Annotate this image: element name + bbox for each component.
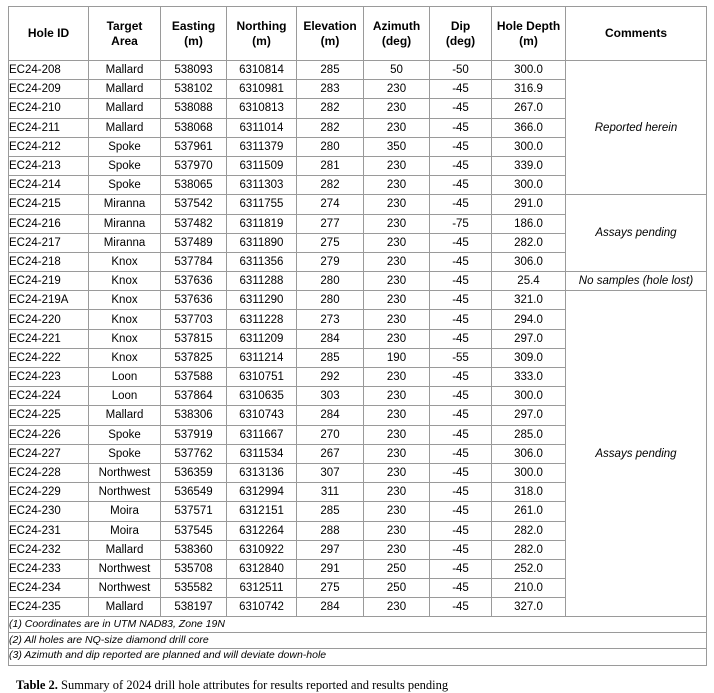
hole-id-cell: EC24-220 <box>9 310 89 329</box>
azimuth-cell: 230 <box>364 406 430 425</box>
target-area-cell: Mallard <box>89 406 161 425</box>
target-area-cell: Spoke <box>89 176 161 195</box>
dip-cell: -45 <box>430 540 492 559</box>
header-line: Dip <box>450 18 471 33</box>
dip-cell: -45 <box>430 463 492 482</box>
hole-depth-cell: 267.0 <box>492 99 566 118</box>
northing-cell: 6311379 <box>227 137 297 156</box>
hole-depth-cell: 306.0 <box>492 252 566 271</box>
hole-id-cell: EC24-235 <box>9 598 89 617</box>
northing-cell: 6310813 <box>227 99 297 118</box>
azimuth-cell: 230 <box>364 463 430 482</box>
hole-depth-cell: 282.0 <box>492 521 566 540</box>
easting-cell: 538068 <box>161 118 227 137</box>
hole-id-cell: EC24-229 <box>9 483 89 502</box>
northing-cell: 6311890 <box>227 233 297 252</box>
dip-cell: -45 <box>430 425 492 444</box>
target-area-cell: Knox <box>89 291 161 310</box>
hole-depth-cell: 300.0 <box>492 463 566 482</box>
azimuth-cell: 350 <box>364 137 430 156</box>
column-header-elevation <box>297 7 364 61</box>
easting-cell: 536359 <box>161 463 227 482</box>
elevation-cell: 280 <box>297 291 364 310</box>
hole-id-cell: EC24-208 <box>9 61 89 80</box>
hole-id-cell: EC24-226 <box>9 425 89 444</box>
northing-cell: 6311356 <box>227 252 297 271</box>
easting-cell: 537542 <box>161 195 227 214</box>
azimuth-cell: 230 <box>364 176 430 195</box>
header-line: Target <box>106 18 143 33</box>
northing-cell: 6310981 <box>227 80 297 99</box>
northing-cell: 6313136 <box>227 463 297 482</box>
hole-id-cell: EC24-211 <box>9 118 89 137</box>
easting-cell: 537864 <box>161 387 227 406</box>
hole-id-cell: EC24-233 <box>9 559 89 578</box>
hole-id-cell: EC24-224 <box>9 387 89 406</box>
column-header-comments <box>566 7 707 61</box>
caption-label: Table 2. <box>16 678 58 693</box>
hole-id-cell: EC24-219A <box>9 291 89 310</box>
dip-cell: -75 <box>430 214 492 233</box>
elevation-cell: 284 <box>297 406 364 425</box>
hole-id-cell: EC24-212 <box>9 137 89 156</box>
hole-id-cell: EC24-221 <box>9 329 89 348</box>
elevation-cell: 291 <box>297 559 364 578</box>
hole-id-cell: EC24-227 <box>9 444 89 463</box>
northing-cell: 6311667 <box>227 425 297 444</box>
northing-cell: 6312994 <box>227 483 297 502</box>
hole-depth-cell: 316.9 <box>492 80 566 99</box>
dip-cell: -45 <box>430 521 492 540</box>
easting-cell: 538197 <box>161 598 227 617</box>
hole-depth-cell: 327.0 <box>492 598 566 617</box>
easting-cell: 537571 <box>161 502 227 521</box>
target-area-cell: Mallard <box>89 540 161 559</box>
northing-cell: 6311509 <box>227 156 297 175</box>
easting-cell: 535708 <box>161 559 227 578</box>
header-line: Easting <box>171 18 216 33</box>
northing-cell: 6311755 <box>227 195 297 214</box>
hole-depth-cell: 282.0 <box>492 233 566 252</box>
hole-depth-cell: 285.0 <box>492 425 566 444</box>
elevation-cell: 277 <box>297 214 364 233</box>
dip-cell: -45 <box>430 387 492 406</box>
azimuth-cell: 230 <box>364 80 430 99</box>
hole-id-cell: EC24-230 <box>9 502 89 521</box>
hole-id-cell: EC24-222 <box>9 348 89 367</box>
elevation-cell: 284 <box>297 598 364 617</box>
azimuth-cell: 230 <box>364 444 430 463</box>
northing-cell: 6310743 <box>227 406 297 425</box>
azimuth-cell: 230 <box>364 214 430 233</box>
elevation-cell: 283 <box>297 80 364 99</box>
column-header-hole-id <box>9 7 89 61</box>
target-area-cell: Spoke <box>89 156 161 175</box>
azimuth-cell: 230 <box>364 272 430 291</box>
dip-cell: -45 <box>430 502 492 521</box>
table-body <box>9 61 707 617</box>
dip-cell: -45 <box>430 310 492 329</box>
hole-id-cell: EC24-223 <box>9 368 89 387</box>
elevation-cell: 280 <box>297 272 364 291</box>
northing-cell: 6311819 <box>227 214 297 233</box>
hole-id-cell: EC24-214 <box>9 176 89 195</box>
header-line: Northing <box>236 18 287 33</box>
dip-cell: -45 <box>430 80 492 99</box>
northing-cell: 6310814 <box>227 61 297 80</box>
azimuth-cell: 230 <box>364 540 430 559</box>
northing-cell: 6310742 <box>227 598 297 617</box>
elevation-cell: 281 <box>297 156 364 175</box>
azimuth-cell: 230 <box>364 156 430 175</box>
table-row <box>9 61 707 80</box>
azimuth-cell: 230 <box>364 291 430 310</box>
target-area-cell: Mallard <box>89 598 161 617</box>
hole-depth-cell: 306.0 <box>492 444 566 463</box>
northing-cell: 6311228 <box>227 310 297 329</box>
hole-depth-cell: 339.0 <box>492 156 566 175</box>
table-header <box>9 7 707 61</box>
easting-cell: 536549 <box>161 483 227 502</box>
target-area-cell: Mallard <box>89 99 161 118</box>
azimuth-cell: 230 <box>364 521 430 540</box>
dip-cell: -45 <box>430 598 492 617</box>
header-line: (m) <box>184 33 203 48</box>
header-line: (deg) <box>381 33 412 48</box>
hole-depth-cell: 294.0 <box>492 310 566 329</box>
dip-cell: -45 <box>430 559 492 578</box>
header-line: Area <box>111 33 138 48</box>
target-area-cell: Miranna <box>89 233 161 252</box>
azimuth-cell: 230 <box>364 368 430 387</box>
table-row <box>9 272 707 291</box>
elevation-cell: 285 <box>297 61 364 80</box>
column-header-dip <box>430 7 492 61</box>
dip-cell: -45 <box>430 176 492 195</box>
dip-cell: -45 <box>430 579 492 598</box>
azimuth-cell: 230 <box>364 598 430 617</box>
header-line: Elevation <box>303 18 357 33</box>
elevation-cell: 282 <box>297 176 364 195</box>
hole-id-cell: EC24-209 <box>9 80 89 99</box>
azimuth-cell: 250 <box>364 579 430 598</box>
elevation-cell: 275 <box>297 233 364 252</box>
dip-cell: -45 <box>430 233 492 252</box>
hole-depth-cell: 261.0 <box>492 502 566 521</box>
elevation-cell: 307 <box>297 463 364 482</box>
elevation-cell: 284 <box>297 329 364 348</box>
dip-cell: -45 <box>430 291 492 310</box>
azimuth-cell: 230 <box>364 483 430 502</box>
footnote-row <box>9 617 707 633</box>
target-area-cell: Spoke <box>89 137 161 156</box>
column-header-easting <box>161 7 227 61</box>
footnote-row <box>9 633 707 649</box>
azimuth-cell: 230 <box>364 118 430 137</box>
northing-cell: 6312264 <box>227 521 297 540</box>
footnote-1: (1) Coordinates are in UTM NAD83, Zone 19N <box>9 617 707 633</box>
dip-cell: -45 <box>430 368 492 387</box>
column-header-hole-depth <box>492 7 566 61</box>
target-area-cell: Loon <box>89 368 161 387</box>
dip-cell: -45 <box>430 483 492 502</box>
target-area-cell: Spoke <box>89 444 161 463</box>
elevation-cell: 275 <box>297 579 364 598</box>
azimuth-cell: 230 <box>364 425 430 444</box>
easting-cell: 538088 <box>161 99 227 118</box>
column-header-azimuth <box>364 7 430 61</box>
elevation-cell: 285 <box>297 502 364 521</box>
elevation-cell: 288 <box>297 521 364 540</box>
drill-hole-table <box>8 6 707 666</box>
azimuth-cell: 230 <box>364 310 430 329</box>
target-area-cell: Northwest <box>89 559 161 578</box>
column-header-target-area <box>89 7 161 61</box>
northing-cell: 6311214 <box>227 348 297 367</box>
hole-id-cell: EC24-213 <box>9 156 89 175</box>
easting-cell: 538065 <box>161 176 227 195</box>
hole-depth-cell: 291.0 <box>492 195 566 214</box>
hole-id-cell: EC24-219 <box>9 272 89 291</box>
elevation-cell: 270 <box>297 425 364 444</box>
hole-id-cell: EC24-225 <box>9 406 89 425</box>
target-area-cell: Spoke <box>89 425 161 444</box>
easting-cell: 538306 <box>161 406 227 425</box>
comment-cell: No samples (hole lost) <box>566 272 707 291</box>
target-area-cell: Miranna <box>89 195 161 214</box>
azimuth-cell: 230 <box>364 233 430 252</box>
hole-depth-cell: 25.4 <box>492 272 566 291</box>
target-area-cell: Knox <box>89 310 161 329</box>
hole-depth-cell: 321.0 <box>492 291 566 310</box>
northing-cell: 6311303 <box>227 176 297 195</box>
target-area-cell: Northwest <box>89 483 161 502</box>
azimuth-cell: 50 <box>364 61 430 80</box>
azimuth-cell: 230 <box>364 387 430 406</box>
easting-cell: 537482 <box>161 214 227 233</box>
dip-cell: -45 <box>430 137 492 156</box>
header-line: Hole Depth <box>496 18 561 33</box>
northing-cell: 6311534 <box>227 444 297 463</box>
northing-cell: 6311288 <box>227 272 297 291</box>
hole-depth-cell: 297.0 <box>492 406 566 425</box>
footnote-2: (2) All holes are NQ-size diamond drill core <box>9 633 707 649</box>
easting-cell: 535582 <box>161 579 227 598</box>
header-line: Azimuth <box>372 18 421 33</box>
comment-cell: Assays pending <box>566 291 707 617</box>
dip-cell: -45 <box>430 406 492 425</box>
northing-cell: 6312151 <box>227 502 297 521</box>
elevation-cell: 297 <box>297 540 364 559</box>
target-area-cell: Knox <box>89 252 161 271</box>
comment-cell: Assays pending <box>566 195 707 272</box>
dip-cell: -45 <box>430 329 492 348</box>
hole-id-cell: EC24-228 <box>9 463 89 482</box>
target-area-cell: Knox <box>89 272 161 291</box>
hole-depth-cell: 366.0 <box>492 118 566 137</box>
dip-cell: -45 <box>430 118 492 137</box>
table-caption <box>16 678 706 693</box>
hole-depth-cell: 210.0 <box>492 579 566 598</box>
easting-cell: 537636 <box>161 291 227 310</box>
easting-cell: 537919 <box>161 425 227 444</box>
elevation-cell: 267 <box>297 444 364 463</box>
target-area-cell: Moira <box>89 521 161 540</box>
northing-cell: 6310635 <box>227 387 297 406</box>
footnote-row <box>9 649 707 666</box>
target-area-cell: Knox <box>89 329 161 348</box>
elevation-cell: 285 <box>297 348 364 367</box>
easting-cell: 537961 <box>161 137 227 156</box>
azimuth-cell: 230 <box>364 329 430 348</box>
hole-depth-cell: 282.0 <box>492 540 566 559</box>
azimuth-cell: 230 <box>364 195 430 214</box>
hole-depth-cell: 300.0 <box>492 387 566 406</box>
elevation-cell: 279 <box>297 252 364 271</box>
header-line: (deg) <box>445 33 476 48</box>
hole-id-cell: EC24-218 <box>9 252 89 271</box>
azimuth-cell: 230 <box>364 252 430 271</box>
elevation-cell: 280 <box>297 137 364 156</box>
easting-cell: 538360 <box>161 540 227 559</box>
hole-id-cell: EC24-215 <box>9 195 89 214</box>
hole-id-cell: EC24-232 <box>9 540 89 559</box>
easting-cell: 537588 <box>161 368 227 387</box>
hole-depth-cell: 252.0 <box>492 559 566 578</box>
dip-cell: -45 <box>430 99 492 118</box>
dip-cell: -45 <box>430 195 492 214</box>
hole-id-cell: EC24-210 <box>9 99 89 118</box>
northing-cell: 6312840 <box>227 559 297 578</box>
easting-cell: 537815 <box>161 329 227 348</box>
header-line: (m) <box>252 33 271 48</box>
header-line: Hole ID <box>27 26 70 41</box>
dip-cell: -55 <box>430 348 492 367</box>
target-area-cell: Mallard <box>89 80 161 99</box>
caption-text: Summary of 2024 drill hole attributes for results reported and results pending <box>57 678 449 693</box>
hole-depth-cell: 297.0 <box>492 329 566 348</box>
column-header-northing <box>227 7 297 61</box>
northing-cell: 6311209 <box>227 329 297 348</box>
easting-cell: 538093 <box>161 61 227 80</box>
easting-cell: 537489 <box>161 233 227 252</box>
azimuth-cell: 230 <box>364 502 430 521</box>
table-row <box>9 291 707 310</box>
northing-cell: 6311014 <box>227 118 297 137</box>
hole-depth-cell: 186.0 <box>492 214 566 233</box>
dip-cell: -45 <box>430 252 492 271</box>
hole-depth-cell: 300.0 <box>492 61 566 80</box>
northing-cell: 6310751 <box>227 368 297 387</box>
target-area-cell: Moira <box>89 502 161 521</box>
dip-cell: -45 <box>430 156 492 175</box>
elevation-cell: 311 <box>297 483 364 502</box>
hole-depth-cell: 300.0 <box>492 137 566 156</box>
target-area-cell: Knox <box>89 348 161 367</box>
northing-cell: 6312511 <box>227 579 297 598</box>
target-area-cell: Loon <box>89 387 161 406</box>
elevation-cell: 282 <box>297 118 364 137</box>
northing-cell: 6310922 <box>227 540 297 559</box>
header-line: Comments <box>604 26 667 41</box>
easting-cell: 537545 <box>161 521 227 540</box>
easting-cell: 537970 <box>161 156 227 175</box>
elevation-cell: 282 <box>297 99 364 118</box>
comment-cell: Reported herein <box>566 61 707 195</box>
target-area-cell: Northwest <box>89 463 161 482</box>
target-area-cell: Miranna <box>89 214 161 233</box>
hole-depth-cell: 318.0 <box>492 483 566 502</box>
easting-cell: 538102 <box>161 80 227 99</box>
header-line: (m) <box>519 33 538 48</box>
hole-depth-cell: 309.0 <box>492 348 566 367</box>
dip-cell: -50 <box>430 61 492 80</box>
table-header-row <box>9 7 707 61</box>
target-area-cell: Mallard <box>89 61 161 80</box>
footnote-3: (3) Azimuth and dip reported are planned and will deviate down-hole <box>9 649 707 666</box>
header-line: (m) <box>320 33 340 48</box>
elevation-cell: 303 <box>297 387 364 406</box>
dip-cell: -45 <box>430 272 492 291</box>
target-area-cell: Mallard <box>89 118 161 137</box>
elevation-cell: 292 <box>297 368 364 387</box>
azimuth-cell: 230 <box>364 99 430 118</box>
table-row <box>9 195 707 214</box>
easting-cell: 537636 <box>161 272 227 291</box>
hole-id-cell: EC24-231 <box>9 521 89 540</box>
easting-cell: 537825 <box>161 348 227 367</box>
elevation-cell: 274 <box>297 195 364 214</box>
hole-id-cell: EC24-234 <box>9 579 89 598</box>
table-footnotes <box>9 617 707 666</box>
dip-cell: -45 <box>430 444 492 463</box>
easting-cell: 537784 <box>161 252 227 271</box>
hole-depth-cell: 300.0 <box>492 176 566 195</box>
azimuth-cell: 190 <box>364 348 430 367</box>
northing-cell: 6311290 <box>227 291 297 310</box>
easting-cell: 537762 <box>161 444 227 463</box>
hole-id-cell: EC24-217 <box>9 233 89 252</box>
azimuth-cell: 250 <box>364 559 430 578</box>
target-area-cell: Northwest <box>89 579 161 598</box>
elevation-cell: 273 <box>297 310 364 329</box>
hole-id-cell: EC24-216 <box>9 214 89 233</box>
easting-cell: 537703 <box>161 310 227 329</box>
hole-depth-cell: 333.0 <box>492 368 566 387</box>
